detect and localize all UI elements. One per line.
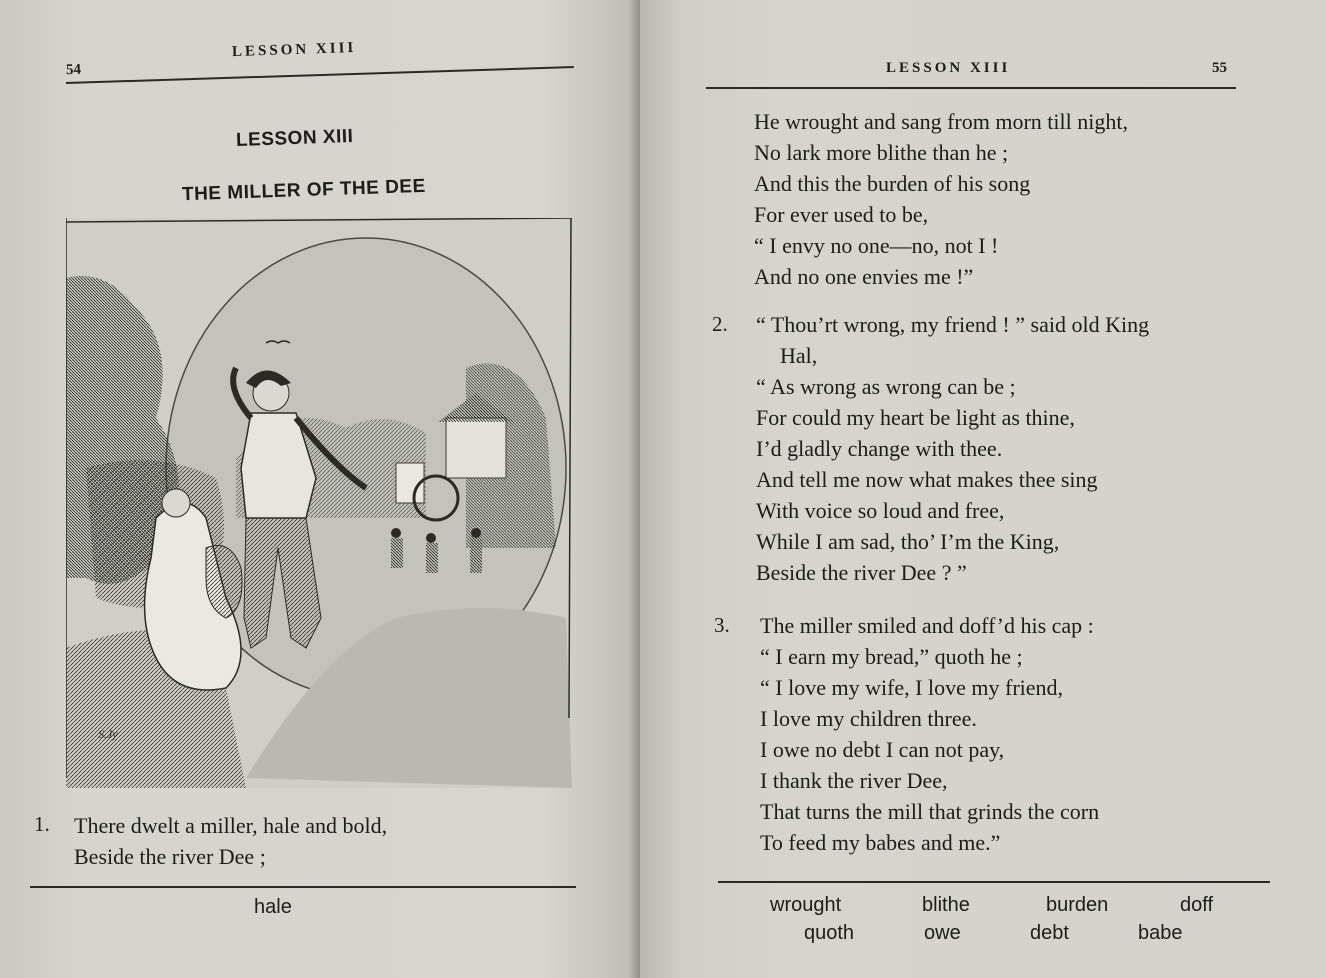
right-page (640, 0, 1326, 978)
miller-illustration (66, 218, 572, 788)
footer-rule-left (30, 886, 576, 888)
verse-line: For could my heart be light as thine, (756, 405, 1075, 430)
vocabulary-word: wrought (770, 894, 842, 916)
verse-line: “ As wrong as wrong can be ; (756, 374, 1016, 399)
verse-line: “ Thou’rt wrong, my friend ! ” said old King (756, 312, 1150, 337)
vocabulary-word: quoth (804, 922, 855, 944)
running-head-right: LESSON XIII (886, 60, 1011, 76)
verse-line: With voice so loud and free, (756, 498, 1005, 523)
verse-line: There dwelt a miller, hale and bold, (74, 813, 388, 838)
stanza-2 (756, 309, 1149, 588)
verse-line: I thank the river Dee, (760, 768, 948, 793)
poem-title: THE MILLER OF THE DEE (181, 175, 427, 206)
page-number-right: 55 (1212, 60, 1227, 76)
running-head-left: LESSON XIII (231, 39, 357, 61)
verse-line: Hal, (780, 343, 818, 368)
vocabulary-word: doff (1180, 894, 1213, 916)
verse-line: For ever used to be, (754, 202, 929, 227)
lesson-title: LESSON XIII (235, 125, 354, 152)
verse-line: Beside the river Dee ; (74, 844, 266, 869)
vocabulary-word: owe (924, 922, 961, 944)
illustration-signature: S.Jy (98, 727, 118, 741)
verse-line: Beside the river Dee ? ” (756, 560, 967, 585)
verse-line: And tell me now what makes thee sing (756, 467, 1098, 492)
verse-line: I owe no debt I can not pay, (760, 737, 1005, 762)
stanza-1-opening (74, 810, 387, 872)
vocabulary-word: blithe (922, 894, 970, 916)
page-number-left: 54 (65, 61, 82, 79)
verse-line: To feed my babes and me.” (760, 830, 1001, 855)
vocabulary-word: debt (1030, 922, 1069, 944)
stanza-1-continued (754, 106, 1128, 292)
verse-line: He wrought and sang from morn till night, (754, 109, 1128, 134)
verse-line: And no one envies me !” (754, 264, 974, 289)
verse-line: While I am sad, tho’ I’m the King, (756, 529, 1060, 554)
vocabulary-word: babe (1138, 922, 1183, 944)
stanza-1-number: 1. (34, 812, 50, 836)
footer-rule-right (718, 881, 1270, 883)
verse-line: The miller smiled and doff’d his cap : (760, 613, 1094, 638)
vocabulary-word: burden (1046, 894, 1109, 916)
verse-line: “ I love my wife, I love my friend, (760, 675, 1064, 700)
header-rule-left (66, 66, 574, 84)
verse-line: “ I envy no one—no, not I ! (754, 233, 999, 258)
left-page (0, 0, 640, 978)
verse-line: And this the burden of his song (754, 171, 1031, 196)
stanza-2-number: 2. (712, 312, 728, 336)
verse-line: I love my children three. (760, 706, 977, 731)
verse-line: That turns the mill that grinds the corn (760, 799, 1100, 824)
stanza-3 (760, 610, 1099, 858)
verse-line: “ I earn my bread,” quoth he ; (760, 644, 1023, 669)
stanza-3-number: 3. (714, 613, 730, 637)
header-rule-right (706, 87, 1236, 89)
vocabulary-word: hale (254, 896, 292, 918)
verse-line: I’d gladly change with thee. (756, 436, 1003, 461)
verse-line: No lark more blithe than he ; (754, 140, 1009, 165)
